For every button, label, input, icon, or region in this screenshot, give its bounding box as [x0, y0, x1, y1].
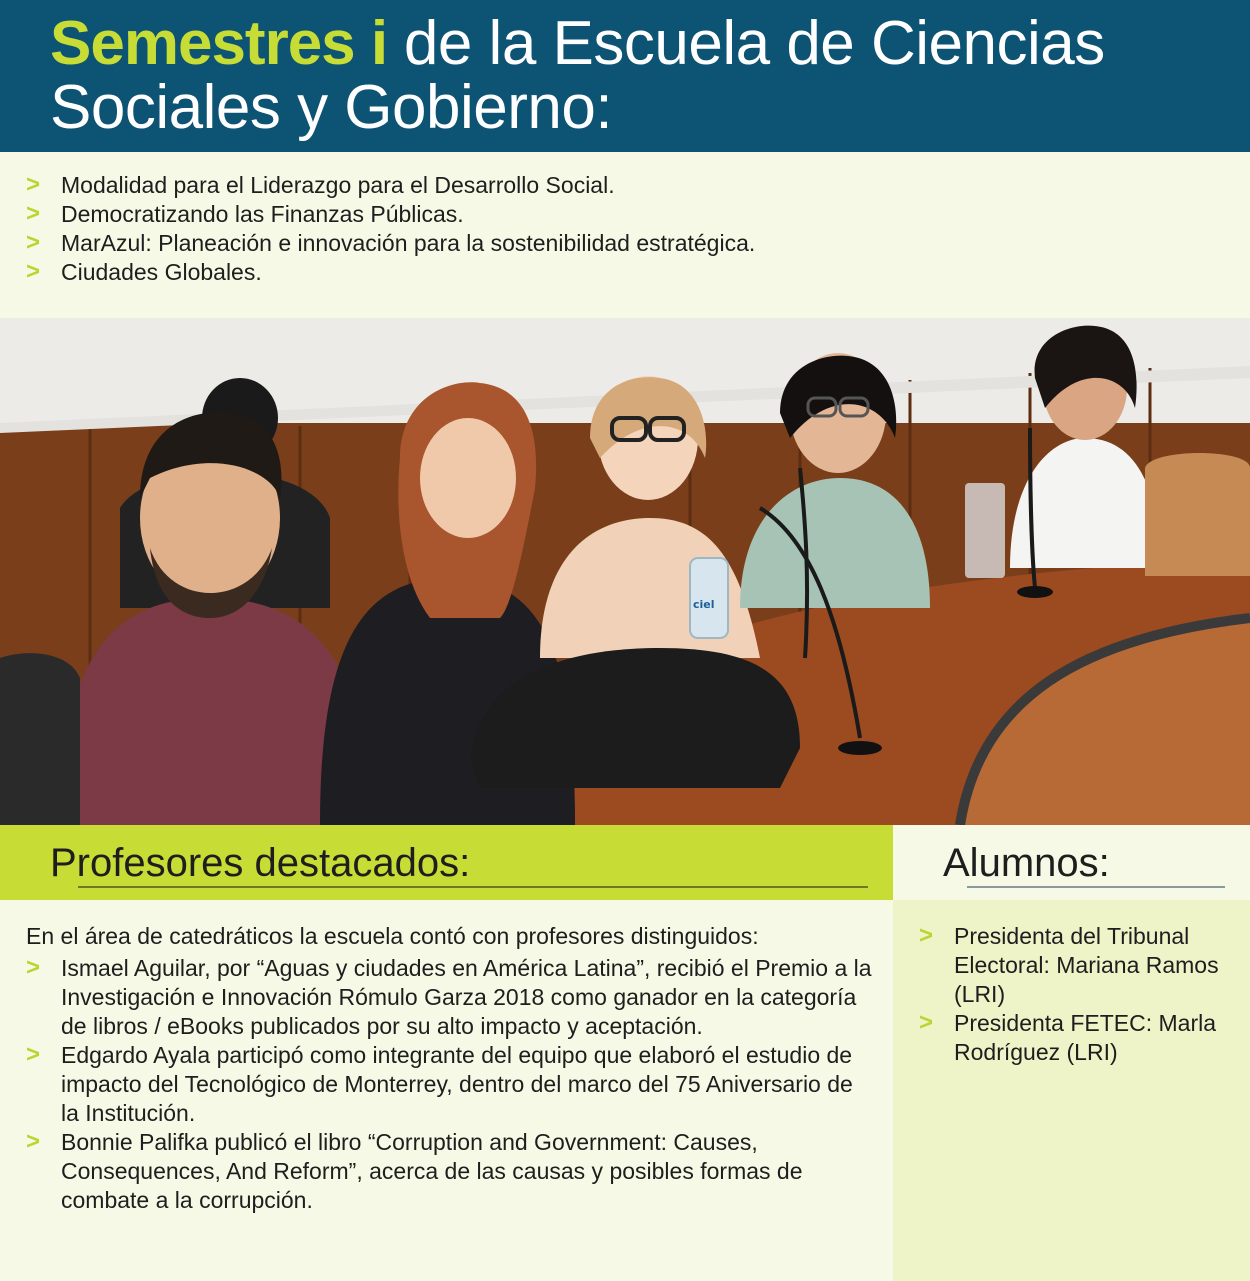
title-rest: de la Escuela de Ciencias Sociales y Gobierno:	[50, 9, 1105, 142]
list-item	[919, 922, 1239, 1009]
chevron-right-icon: >	[26, 258, 41, 285]
list-item	[26, 1128, 876, 1215]
list-item	[26, 171, 755, 200]
divider	[78, 886, 868, 888]
chevron-right-icon: >	[26, 954, 41, 981]
program-text: Ciudades Globales.	[61, 259, 262, 285]
chevron-right-icon: >	[26, 1041, 41, 1068]
alumni-section	[893, 900, 1250, 1281]
divider	[967, 886, 1225, 888]
programs-list	[26, 171, 755, 287]
professor-text: Edgardo Ayala participó como integrante del equipo que elaboró el estudio de impacto del Tecnológico de Monterrey, dentro del marco del 75 Aniversario de la Institución.	[61, 1042, 853, 1126]
professors-intro: En el área de catedráticos la escuela contó con profesores distinguidos:	[26, 923, 759, 949]
professor-text: Ismael Aguilar, por “Aguas y ciudades en América Latina”, recibió el Premio a la Investigación e Innovación Rómulo Garza 2018 como ganador en la categoría de libros / eBooks publicados por su alto impacto y aceptación.	[61, 955, 872, 1039]
professors-list	[26, 954, 876, 1215]
alumni-list	[919, 922, 1239, 1067]
title-accent: Semestres i	[50, 9, 388, 78]
program-text: Modalidad para el Liderazgo para el Desarrollo Social.	[61, 172, 615, 198]
chevron-right-icon: >	[26, 200, 41, 227]
header-banner	[0, 0, 1250, 152]
alumni-header	[893, 825, 1250, 900]
chevron-right-icon: >	[26, 1128, 41, 1155]
list-item	[26, 258, 755, 287]
alumni-title: Alumnos:	[943, 841, 1110, 885]
professors-section	[0, 900, 893, 1281]
chevron-right-icon: >	[26, 171, 41, 198]
list-item	[26, 954, 876, 1041]
chevron-right-icon: >	[919, 1009, 934, 1036]
list-item	[26, 229, 755, 258]
alumni-text: Presidenta FETEC: Marla Rodríguez (LRI)	[954, 1010, 1217, 1065]
page-title	[50, 9, 1230, 142]
list-item	[919, 1009, 1239, 1067]
bottle-label: ciel	[693, 598, 715, 611]
students-photo	[0, 318, 1250, 825]
chevron-right-icon: >	[26, 229, 41, 256]
students-photo-illustration	[0, 318, 1250, 825]
professors-title: Profesores destacados:	[50, 841, 471, 885]
program-text: MarAzul: Planeación e innovación para la sostenibilidad estratégica.	[61, 230, 756, 256]
professor-text: Bonnie Palifka publicó el libro “Corruption and Government: Causes, Consequences, And Reform”, acerca de las causas y posibles formas de combate a la corrupción.	[61, 1129, 803, 1213]
list-item	[26, 200, 755, 229]
professors-header	[0, 825, 893, 900]
programs-section	[0, 152, 1250, 318]
alumni-text: Presidenta del Tribunal Electoral: Mariana Ramos (LRI)	[954, 923, 1219, 1007]
chevron-right-icon: >	[919, 922, 934, 949]
program-text: Democratizando las Finanzas Públicas.	[61, 201, 464, 227]
list-item	[26, 1041, 876, 1128]
